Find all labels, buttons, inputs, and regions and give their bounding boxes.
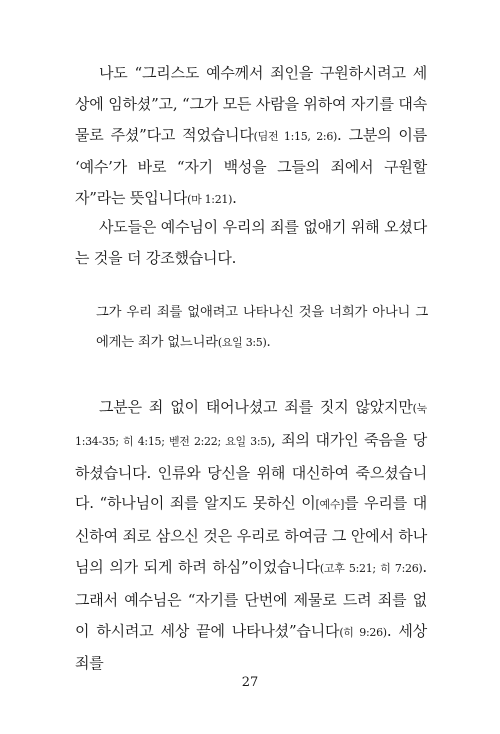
citation: (마 1:21) — [187, 193, 233, 207]
text-run: . — [232, 189, 237, 208]
citation: (요일 3:5) — [217, 335, 267, 349]
text-run: . 세상 죄를 — [75, 621, 428, 673]
text-run: . — [266, 334, 271, 350]
paragraph-3 — [75, 392, 427, 679]
text-run: , 죄의 대가인 죽음을 당하셨습니다. 인류와 당신을 위해 대신하여 죽으셨습니다. “하나님이 죄를 알지도 못하신 이 — [75, 430, 427, 513]
paragraph-1 — [75, 58, 427, 216]
citation: (눅 1:34-35; 히 4:15; 벧전 2:22; 요일 3:5) — [75, 402, 427, 448]
text-run: . 그래서 예수님은 “자기를 단번에 제물로 드려 죄를 없이 하시려고 세상 끝에 나타나셨”습니다 — [75, 557, 427, 640]
text-run: . 그분의 이름 ‘예수’가 바로 “자기 백성을 그들의 죄에서 구원할 자”라는 뜻입니다 — [75, 125, 428, 208]
text-run: 나도 “그리스도 예수께서 죄인을 구원하시려고 세상에 임하셨”고, “그가 모든 사람을 위하여 자기를 대속물로 주셨”다고 적었습니다 — [75, 64, 427, 144]
text-run: 사도들은 예수님이 우리의 죄를 없애기 위해 오셨다는 것을 더 강조했습니다. — [75, 218, 427, 267]
text-run: 를 우리를 대신하여 죄로 삼으신 것은 우리로 하여금 그 안에서 하나님의 의가 되게 하려 하심”이었습니다 — [75, 494, 427, 576]
block-quote — [96, 298, 428, 357]
citation: [예수] — [315, 498, 345, 512]
paragraph-2 — [75, 212, 427, 274]
citation: (히 9:26) — [339, 625, 387, 639]
page-number: 27 — [241, 675, 259, 690]
citation: (딤전 1:15, 2:6) — [253, 129, 338, 143]
citation: (고후 5:21; 히 7:26) — [319, 561, 423, 575]
text-run: 그분은 죄 없이 태어나셨고 죄를 짓지 않았지만 — [99, 398, 413, 416]
text-run: 그가 우리 죄를 없애려고 나타나신 것을 너희가 아나니 그에게는 죄가 없느니라 — [96, 305, 428, 350]
